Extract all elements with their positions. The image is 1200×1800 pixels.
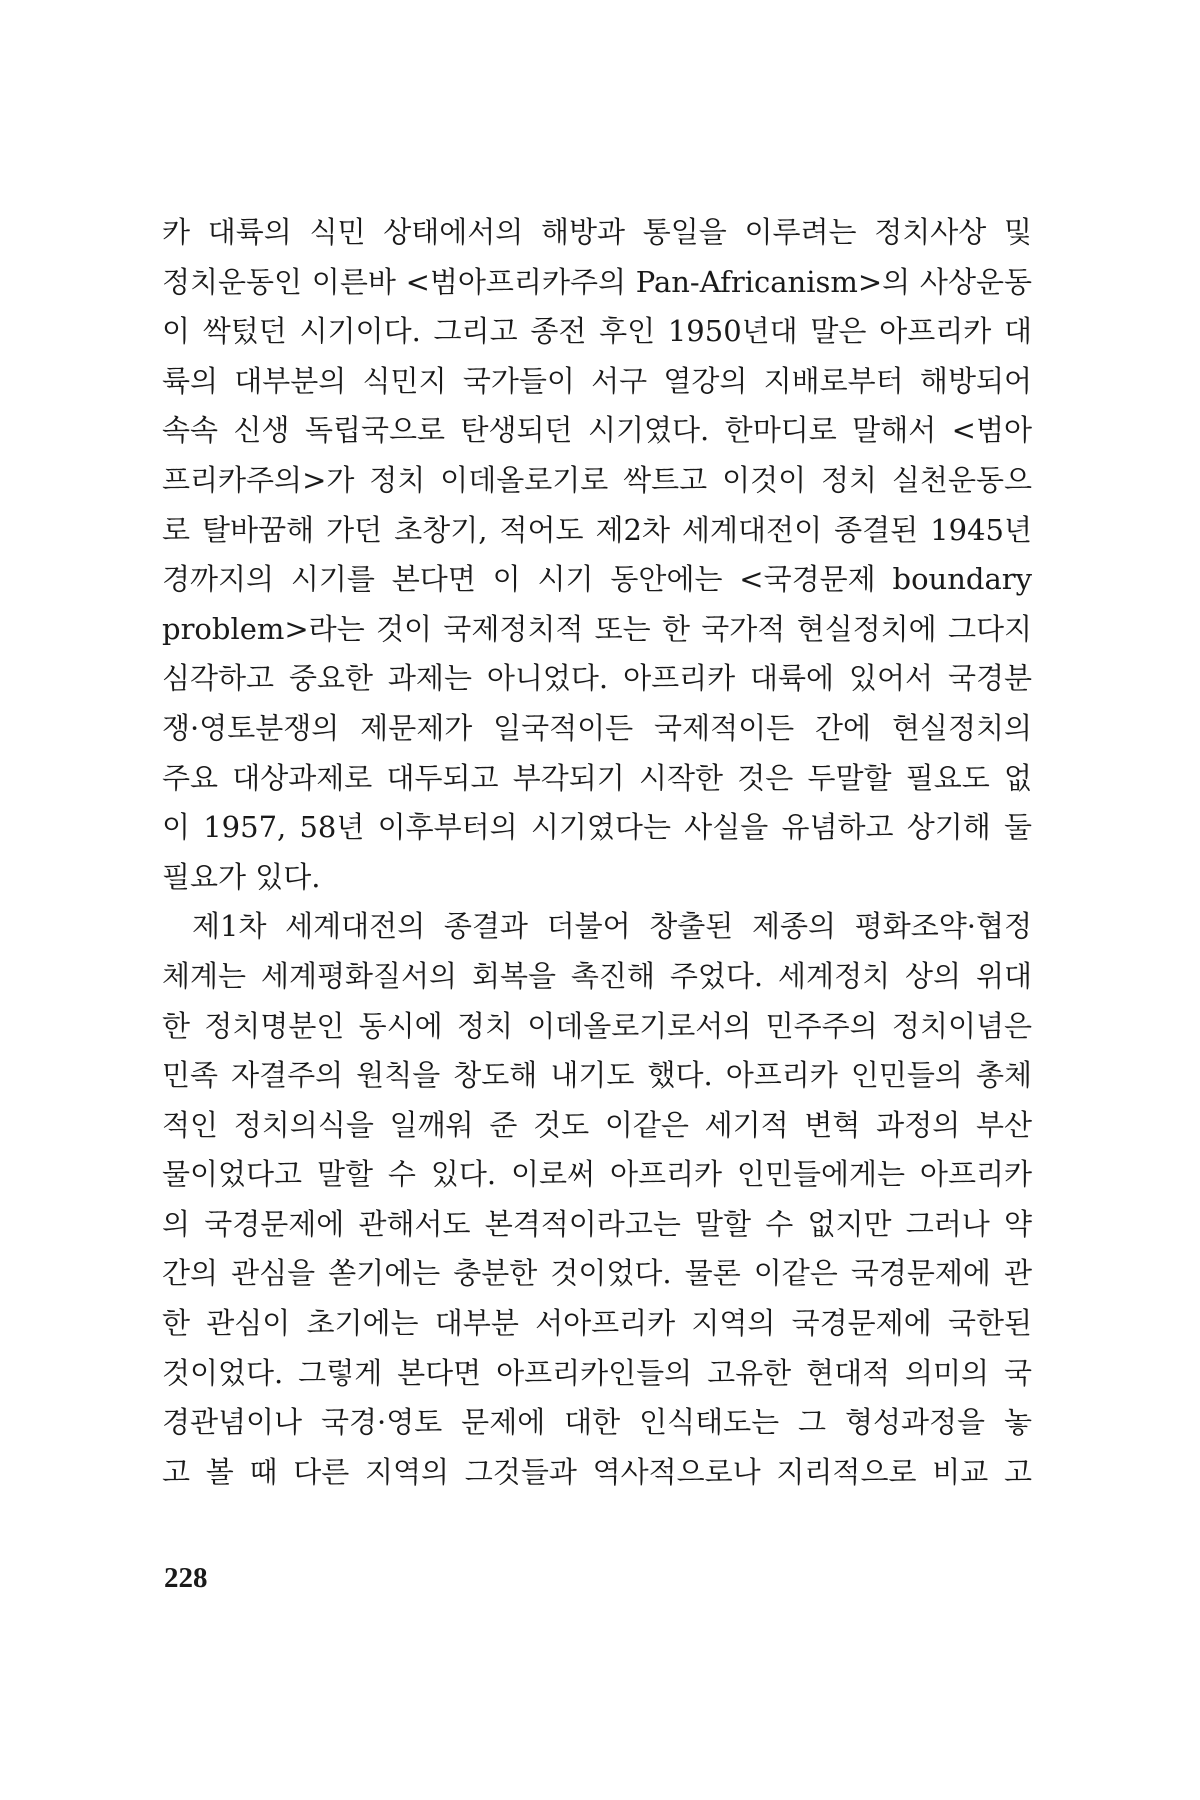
text-line: 주요 대상과제로 대두되고 부각되기 시작한 것은 두말할 필요도 없 bbox=[162, 760, 1032, 795]
text-line: 한 관심이 초기에는 대부분 서아프리카 지역의 국경문제에 국한된 bbox=[162, 1306, 1032, 1341]
text-line: 정치운동인 이른바 <범아프리카주의 Pan-Africanism>의 사상운동 bbox=[162, 264, 1032, 299]
body-text bbox=[162, 208, 1032, 1497]
text-line: 필요가 있다. bbox=[162, 859, 321, 894]
text-line: 것이었다. 그렇게 본다면 아프리카인들의 고유한 현대적 의미의 국 bbox=[162, 1355, 1032, 1390]
text-line: 간의 관심을 쏟기에는 충분한 것이었다. 물론 이같은 국경문제에 관 bbox=[162, 1256, 1032, 1291]
text-line: 로 탈바꿈해 가던 초창기, 적어도 제2차 세계대전이 종결된 1945년 bbox=[162, 512, 1032, 547]
text-line: 경까지의 시기를 본다면 이 시기 동안에는 <국경문제 boundary bbox=[162, 562, 1032, 597]
text-line: problem>라는 것이 국제정치적 또는 한 국가적 현실정치에 그다지 bbox=[162, 611, 1032, 646]
text-line: 물이었다고 말할 수 있다. 이로써 아프리카 인민들에게는 아프리카 bbox=[162, 1157, 1032, 1192]
text-line: 카 대륙의 식민 상태에서의 해방과 통일을 이루려는 정치사상 및 bbox=[162, 215, 1032, 249]
paragraph-2 bbox=[162, 902, 1032, 1497]
text-line: 적인 정치의식을 일깨워 준 것도 이같은 세기적 변혁 과정의 부산 bbox=[162, 1107, 1032, 1142]
text-line: 프리카주의>가 정치 이데올로기로 싹트고 이것이 정치 실천운동으 bbox=[162, 462, 1032, 497]
page-number: 228 bbox=[164, 1562, 208, 1594]
paragraph-1 bbox=[162, 208, 1032, 902]
text-line: 민족 자결주의 원칙을 창도해 내기도 했다. 아프리카 인민들의 총체 bbox=[162, 1058, 1032, 1093]
text-line: 의 국경문제에 관해서도 본격적이라고는 말할 수 없지만 그러나 약 bbox=[162, 1206, 1032, 1241]
text-line: 이 1957, 58년 이후부터의 시기였다는 사실을 유념하고 상기해 둘 bbox=[162, 810, 1032, 845]
text-line: 제1차 세계대전의 종결과 더불어 창출된 제종의 평화조약·협정 bbox=[192, 909, 1032, 944]
text-line: 심각하고 중요한 과제는 아니었다. 아프리카 대륙에 있어서 국경분 bbox=[162, 661, 1032, 696]
text-line: 한 정치명분인 동시에 정치 이데올로기로서의 민주주의 정치이념은 bbox=[162, 1008, 1032, 1043]
text-line: 속속 신생 독립국으로 탄생되던 시기였다. 한마디로 말해서 <범아 bbox=[162, 413, 1032, 448]
text-line: 고 볼 때 다른 지역의 그것들과 역사적으로나 지리적으로 비교 고 bbox=[162, 1454, 1032, 1489]
text-line: 이 싹텄던 시기이다. 그리고 종전 후인 1950년대 말은 아프리카 대 bbox=[162, 314, 1032, 349]
text-line: 륙의 대부분의 식민지 국가들이 서구 열강의 지배로부터 해방되어 bbox=[162, 363, 1032, 398]
text-line: 체계는 세계평화질서의 회복을 촉진해 주었다. 세계정치 상의 위대 bbox=[162, 958, 1032, 993]
text-line: 쟁·영토분쟁의 제문제가 일국적이든 국제적이든 간에 현실정치의 bbox=[162, 710, 1032, 745]
text-line: 경관념이나 국경·영토 문제에 대한 인식태도는 그 형성과정을 놓 bbox=[162, 1405, 1032, 1440]
